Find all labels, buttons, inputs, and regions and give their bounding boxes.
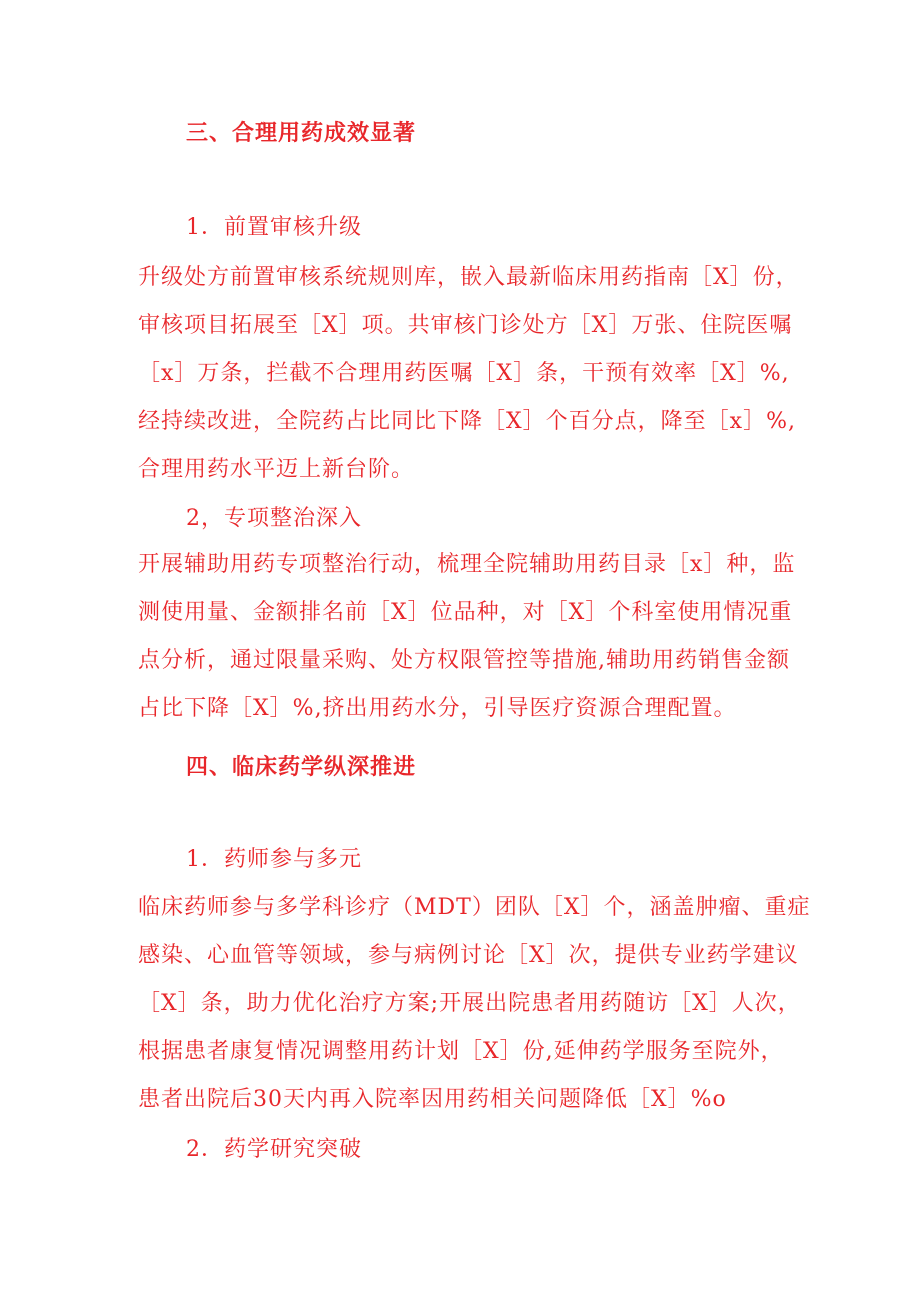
- paragraph-line: ［x］万条，拦截不合理用药医嘱［X］条，干预有效率［X］%,: [138, 361, 790, 386]
- paragraph-line: 经持续改进，全院药占比同比下降［X］个百分点，降至［x］%,: [138, 409, 796, 434]
- paragraph-line: 升级处方前置审核系统规则库，嵌入最新临床用药指南［X］份，: [138, 265, 799, 290]
- paragraph-line: 患者出院后30天内再入院率因用药相关问题降低［X］%o: [138, 1087, 727, 1112]
- section-heading-4: 四、临床药学纵深推进: [186, 754, 417, 780]
- subsection-title-3-2: 2，专项整治深入: [186, 506, 362, 531]
- paragraph-line: 感染、心血管等领域，参与病例讨论［X］次，提供专业药学建议: [138, 943, 799, 968]
- subsection-title-4-1: 1．药师参与多元: [186, 847, 362, 872]
- paragraph-line: 合理用药水平迈上新台阶。: [138, 457, 415, 482]
- paragraph-line: 占比下降［X］%,挤出用药水分，引导医疗资源合理配置。: [138, 696, 737, 721]
- paragraph-line: ［X］条，助力优化治疗方案;开展出院患者用药随访［X］人次，: [138, 991, 801, 1016]
- paragraph-line: 测使用量、金额排名前［X］位品种，对［X］个科室使用情况重: [138, 600, 793, 625]
- section-heading-3: 三、合理用药成效显著: [186, 120, 417, 146]
- paragraph-line: 点分析，通过限量采购、处方权限管控等措施,辅助用药销售金额: [138, 648, 790, 673]
- paragraph-line: 开展辅助用药专项整治行动，梳理全院辅助用药目录［x］种，监: [138, 552, 796, 577]
- paragraph-line: 审核项目拓展至［X］项。共审核门诊处方［X］万张、住院医嘱: [138, 313, 793, 338]
- paragraph-line: 根据患者康复情况调整用药计划［X］份,延伸药学服务至院外，: [138, 1039, 784, 1064]
- subsection-title-4-2: 2．药学研究突破: [186, 1137, 362, 1162]
- paragraph-line: 临床药师参与多学科诊疗（MDT）团队［X］个，涵盖肿瘤、重症: [138, 895, 811, 920]
- subsection-title-3-1: 1．前置审核升级: [186, 215, 362, 240]
